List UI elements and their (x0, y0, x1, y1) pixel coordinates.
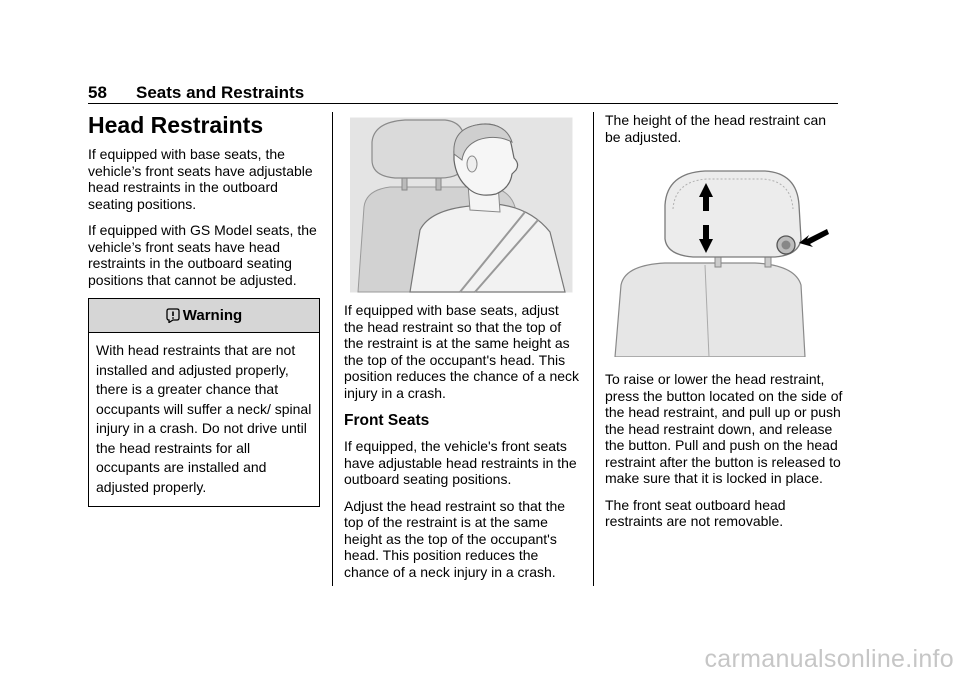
section-title: Seats and Restraints (136, 83, 305, 102)
column-2 (344, 112, 580, 590)
column-divider-2 (593, 112, 594, 586)
paragraph: Adjust the head restraint so that the top of the restraint is at the same height as the top of the occupant's head. This position reduces the chance of a neck injury in a crash. (344, 497, 566, 580)
warning-text: With head restraints that are not installed and adjusted properly, there is a greater chance that occupants will suffer a neck/ spinal injury in a crash. Do not drive until the head restraints for all occupants are installed and adjusted properly. (96, 342, 312, 495)
section-heading: Front Seats (344, 412, 430, 429)
column-1 (88, 112, 320, 507)
page-number: 58 (88, 83, 107, 102)
paragraph: The front seat outboard head restraints are not removable. (605, 496, 786, 529)
paragraph: The height of the head restraint can be adjusted. (605, 112, 827, 145)
column-3 (605, 112, 845, 540)
paragraph: To raise or lower the head restraint, press the button located on the side of the head restraint, and pull up or push the head restraint down, and release the button. Pull and push on the head restraint after the button is released to make sure that it is locked in place. (605, 371, 843, 486)
page-title: Head Restraints (88, 112, 264, 138)
warning-header (89, 299, 319, 333)
warning-label: Warning (182, 307, 243, 324)
paragraph: If equipped, the vehicle's front seats have adjustable head restraints in the outboard seating positions. (344, 438, 577, 487)
column-divider-1 (332, 112, 333, 586)
occupant-head-restraint-illustration (350, 112, 580, 294)
paragraph: If equipped with base seats, adjust the head restraint so that the top of the restraint is at the same height as the top of the occupant's head. This position reduces the chance of a neck injury in a crash. (344, 302, 580, 401)
paragraph: If equipped with base seats, the vehicle’s front seats have adjustable head restraints in the outboard seating positions. (88, 146, 313, 212)
paragraph: If equipped with GS Model seats, the vehicle’s front seats have head restraints in the outboard seating positions that cannot be adjusted. (88, 222, 317, 288)
head-restraint-adjust-illustration (605, 165, 845, 357)
site-watermark: carmanualsonline.info (704, 645, 954, 673)
warning-box (88, 298, 320, 507)
header-rule (88, 103, 838, 104)
warning-icon (166, 308, 180, 323)
page-header (88, 83, 838, 103)
